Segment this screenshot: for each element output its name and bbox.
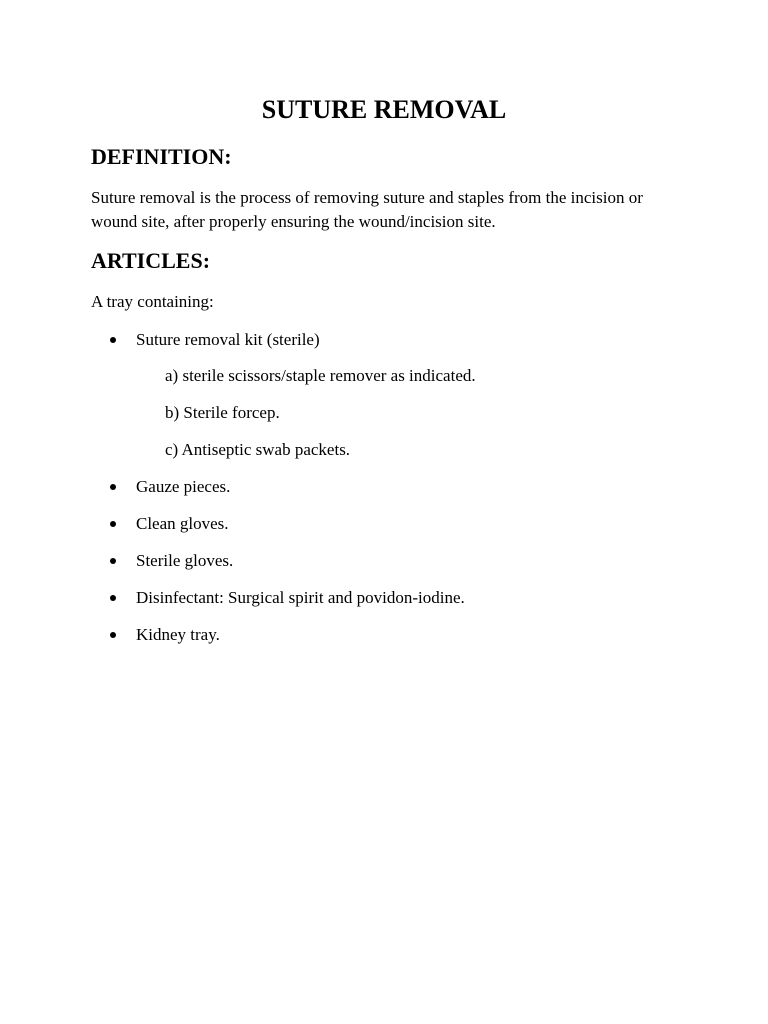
bullet-icon (110, 558, 116, 564)
definition-line-2: wound site, after properly ensuring the wound/incision site. (91, 212, 496, 231)
sub-item-scissors: a) sterile scissors/staple remover as indicated. (165, 366, 476, 385)
sub-item-forcep: b) Sterile forcep. (165, 403, 280, 422)
list-item-label: Sterile gloves. (136, 551, 234, 570)
list-item-label: Suture removal kit (sterile) (136, 330, 320, 349)
list-item-label: Clean gloves. (136, 514, 229, 533)
bullet-icon (110, 521, 116, 527)
list-item-label: Kidney tray. (136, 625, 220, 644)
articles-intro: A tray containing: (91, 292, 214, 311)
document-title: SUTURE REMOVAL (261, 95, 507, 124)
articles-heading: ARTICLES: (91, 248, 211, 273)
bullet-icon (110, 632, 116, 638)
bullet-icon (110, 337, 116, 343)
list-item-label: Disinfectant: Surgical spirit and povidon-iodine. (136, 588, 465, 607)
definition-paragraph (91, 186, 691, 234)
list-item-label: Gauze pieces. (136, 477, 231, 496)
bullet-icon (110, 595, 116, 601)
sub-item-swab-packets: c) Antiseptic swab packets. (165, 440, 351, 459)
definition-heading: DEFINITION: (91, 144, 232, 169)
definition-line-1: Suture removal is the process of removing suture and staples from the incision or (91, 188, 643, 207)
bullet-icon (110, 484, 116, 490)
